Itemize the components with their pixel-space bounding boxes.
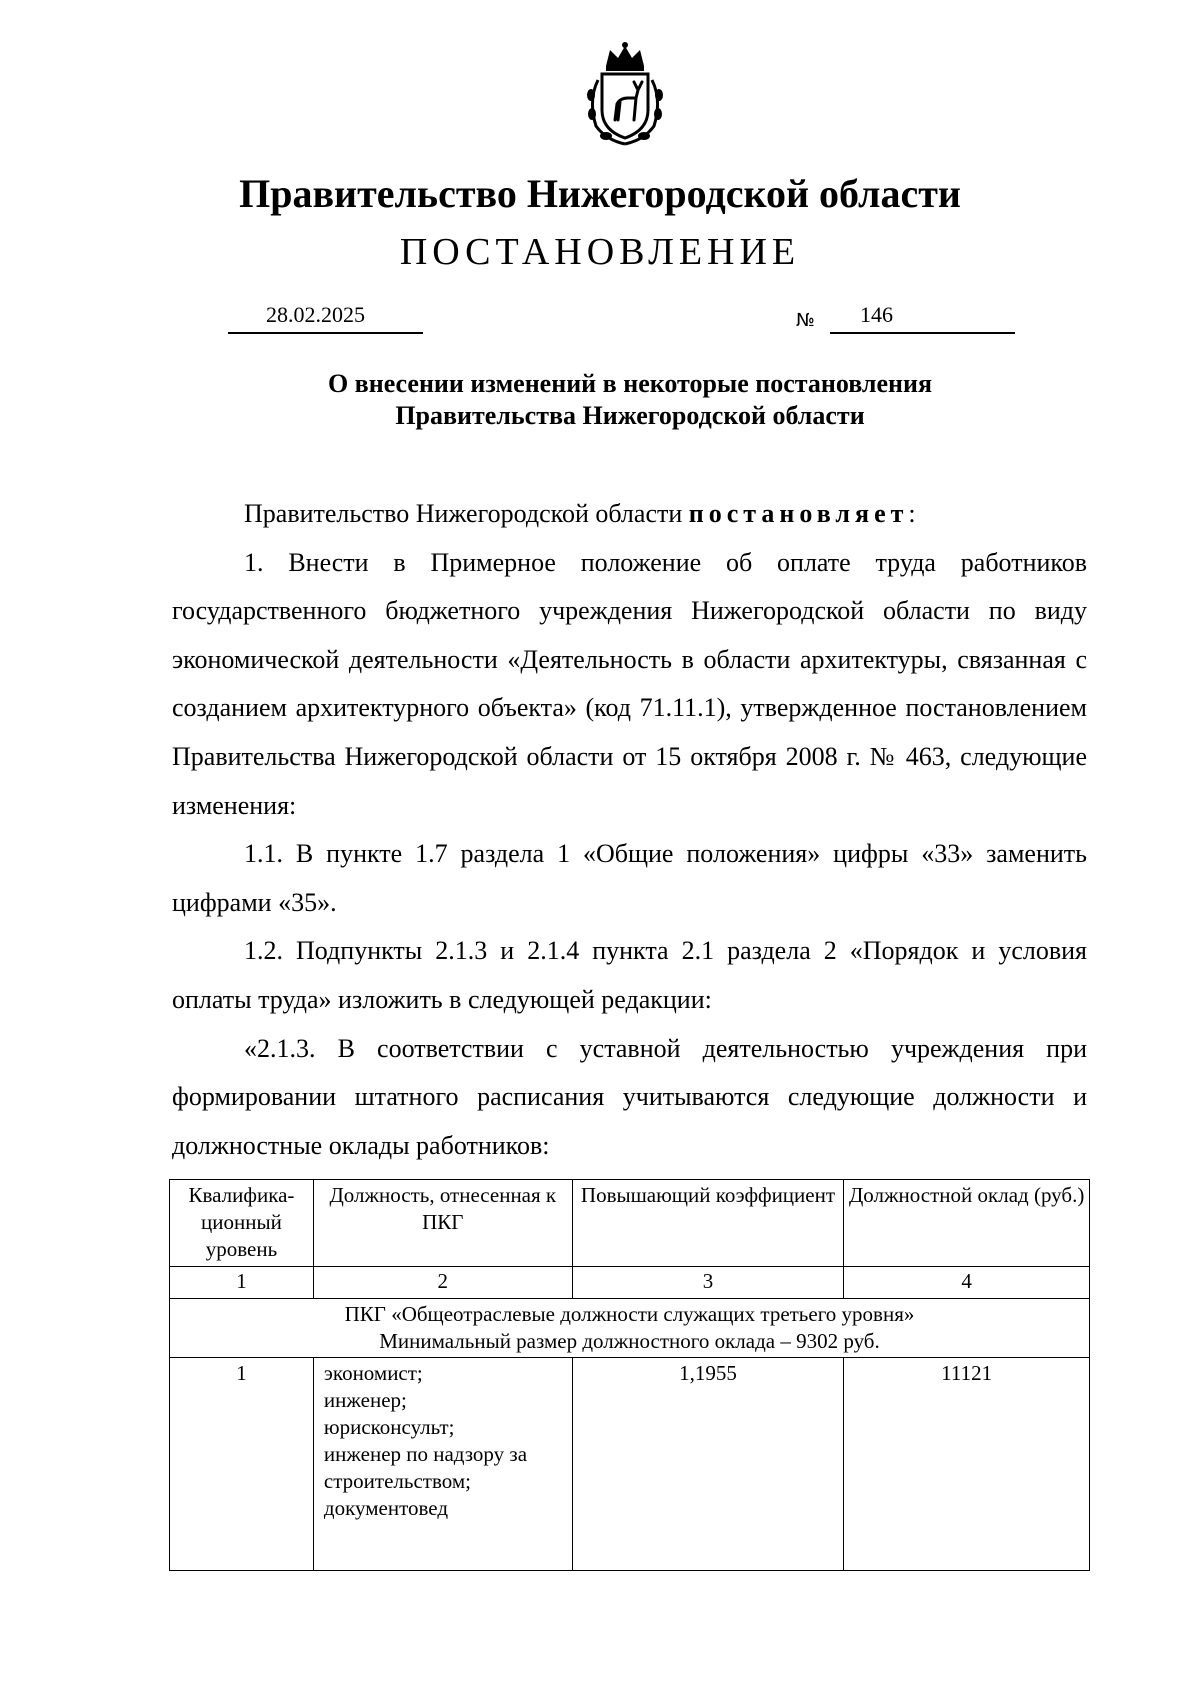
intro-prefix: Правительство Нижегородской области — [244, 499, 689, 528]
positions-table — [169, 1179, 1090, 1571]
paragraph-1: 1. Внести в Примерное положение об оплате труда работников государственного бюджетного учреждения Нижегородской области по виду экономической деятельности «Деятельность в области архитектуры, связанная с созданием архитектурного объекта» (код 71.11.1), утвержденное постановлением Правительства Нижегородской области от 15 октября 2008 г. № 463, следующие изменения: — [172, 547, 1087, 820]
intro-decree-word: постановляет — [688, 499, 909, 528]
number-sign: № — [796, 310, 815, 331]
position-item: юрисконсульт; — [323, 1415, 455, 1439]
government-title: Правительство Нижегородской области — [239, 171, 961, 216]
subject-line: Правительства Нижегородской области — [395, 401, 865, 430]
group-header-cell — [170, 1299, 1090, 1358]
header-cell-position: Должность, отнесенная к ПКГ — [313, 1180, 572, 1267]
document-body — [172, 490, 1087, 1170]
intro-suffix: : — [908, 499, 916, 528]
document-subject — [0, 368, 1200, 432]
group-min-salary: Минимальный размер должностного оклада – 9302 руб. — [379, 1329, 880, 1353]
paragraph-1-1: 1.1. В пункте 1.7 раздела 1 «Общие положения» цифры «33» заменить цифрами «35». — [172, 839, 1087, 917]
column-number-row — [170, 1267, 1090, 1299]
document-date-field — [228, 302, 423, 334]
intro-paragraph — [172, 490, 1087, 539]
position-item: инженер по надзору за строительством; — [323, 1442, 528, 1493]
document-number: 146 — [860, 302, 893, 327]
column-number: 3 — [572, 1267, 844, 1299]
positions-cell — [313, 1358, 572, 1571]
document-number-field — [830, 302, 1015, 334]
group-header-row — [170, 1299, 1090, 1358]
table-row — [170, 1358, 1090, 1571]
paragraph-1-2: 1.2. Подпункты 2.1.3 и 2.1.4 пункта 2.1 раздела 2 «Порядок и условия оплаты труда» изложить в следующей редакции: — [172, 936, 1087, 1014]
position-item: инженер; — [323, 1388, 407, 1412]
header-cell-coefficient: Повышающий коэффициент — [572, 1180, 844, 1267]
group-title: ПКГ «Общеотраслевые должности служащих третьего уровня» — [344, 1302, 915, 1326]
header-cell-level: Квалифика-ционный уровень — [170, 1180, 314, 1267]
column-number: 4 — [844, 1267, 1090, 1299]
paragraph-2-1-3: «2.1.3. В соответствии с уставной деятельностью учреждения при формировании штатного расписания учитываются следующие должности и должностные оклады работников: — [172, 1033, 1087, 1160]
column-number: 2 — [313, 1267, 572, 1299]
coat-of-arms-icon — [570, 40, 680, 150]
table-header-row — [170, 1180, 1090, 1267]
document-type: ПОСТАНОВЛЕНИЕ — [399, 231, 801, 273]
level-cell: 1 — [170, 1358, 314, 1571]
header-cell-salary: Должностной оклад (руб.) — [844, 1180, 1090, 1267]
position-item: экономист; — [323, 1361, 423, 1385]
subject-line: О внесении изменений в некоторые постановления — [327, 369, 933, 398]
position-item: документовед — [323, 1496, 449, 1520]
salary-cell: 11121 — [844, 1358, 1090, 1571]
coefficient-cell: 1,1955 — [572, 1358, 844, 1571]
column-number: 1 — [170, 1267, 314, 1299]
document-date: 28.02.2025 — [266, 302, 365, 327]
